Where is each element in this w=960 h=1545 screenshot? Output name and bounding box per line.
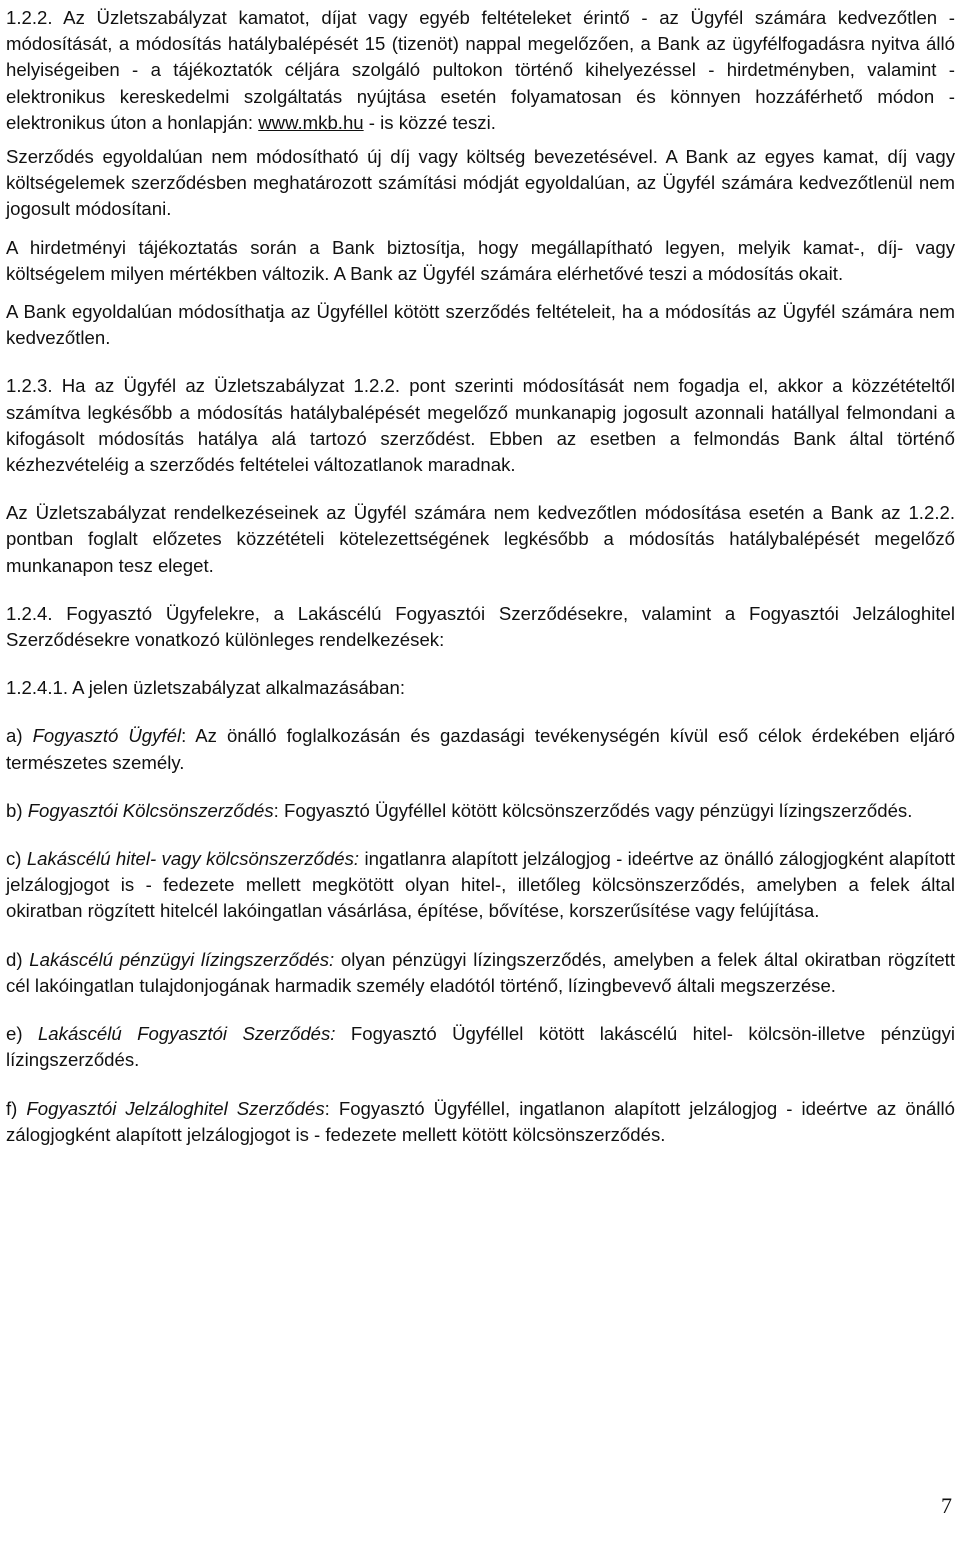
paragraph-1-2-2-tail: - is közzé teszi. — [363, 111, 496, 133]
paragraph-favorable-modification: Az Üzletszabályzat rendelkezéseinek az Ügyfél számára nem kedvezőtlen módosítása esetén a Bank az 1.2.2. pontban foglalt előzetes közzétételi kötelezettségének legkésőbb a módosítás hatálybalépését megelőző munkanapon tesz eleget. — [6, 502, 955, 576]
definition-a-text: : Az önálló foglalkozásán és gazdasági tevékenységén kívül eső célok érdekében eljáró természetes személy. — [6, 725, 955, 773]
definition-b-text: : Fogyasztó Ügyféllel kötött kölcsönszerződés vagy pénzügyi lízingszerződés. — [273, 799, 913, 821]
definition-c-term: Lakáscélú hitel- vagy kölcsönszerződés: — [26, 848, 360, 870]
document-page — [6, 5, 955, 1148]
definition-b — [6, 798, 955, 824]
definition-d-term: Lakáscélú pénzügyi lízingszerződés: — [29, 948, 335, 970]
definition-d — [6, 947, 955, 999]
paragraph-notice-info: A hirdetményi tájékoztatás során a Bank biztosítja, hogy megállapítható legyen, melyik kamat-, díj- vagy költségelem milyen mértékben változik. A Bank az Ügyfél számára elérhetővé teszi a módosítás okait. — [6, 236, 955, 284]
paragraph-1-2-2 — [6, 5, 955, 136]
definition-f — [6, 1096, 955, 1148]
definition-f-term: Fogyasztói Jelzáloghitel Szerződés — [26, 1097, 325, 1119]
definition-e-term: Lakáscélú Fogyasztói Szerződés: — [37, 1023, 336, 1045]
paragraph-1-2-4: 1.2.4. Fogyasztó Ügyfelekre, a Lakáscélú Fogyasztói Szerződésekre, valamint a Fogyasztói Jelzáloghitel Szerződésekre vonatkozó különleges rendelkezések: — [6, 602, 955, 651]
definition-d-text: olyan pénzügyi lízingszerződés, amelyben a felek által okiratban rögzített cél lakóingatlan tulajdonjogának harmadik személy eladótól történő, lízingbevevő általi megszerzése. — [6, 948, 955, 996]
definition-b-term: Fogyasztói Kölcsönszerződés — [27, 799, 274, 821]
definition-a-term: Fogyasztó Ügyfél — [32, 725, 182, 747]
definition-b-prefix: b) — [6, 799, 28, 821]
paragraph-fee-restriction: Szerződés egyoldalúan nem módosítható új díj vagy költség bevezetésével. A Bank az egyes kamat, díj vagy költségelemek szerződésben meghatározott számítási módját egyoldalúan, az Ügyfél számára kedvezőtlenül nem jogosult módosítani. — [6, 146, 955, 220]
page-number: 7 — [941, 1493, 952, 1518]
definition-e-text: Fogyasztó Ügyféllel kötött lakáscélú hitel- kölcsön-illetve pénzügyi lízingszerződés. — [6, 1023, 956, 1071]
definition-e-prefix: e) — [6, 1023, 38, 1045]
paragraph-1-2-2-text: 1.2.2. Az Üzletszabályzat kamatot, díjat vagy egyéb feltételeket érintő - az Ügyfél számára kedvezőtlen - módosítását, a módosítás hatálybalépését 15 (tizenöt) nappal megelőzően, a Bank az ügyfélfogadásra nyitva álló helyiségeiben - a tájékoztatók céljára szolgáló pultokon történő kihelyezéssel - hirdetményben, valamint - elektronikus kereskedelmi szolgáltatás nyújtása esetén folyamatosan és könnyen hozzáférhető módon - elektronikus úton a honlapján: — [6, 7, 955, 133]
definition-e — [6, 1021, 955, 1073]
paragraph-1-2-3: 1.2.3. Ha az Ügyfél az Üzletszabályzat 1.2.2. pont szerinti módosítását nem fogadja el, akkor a közzétételtől számítva legkésőbb a módosítás hatálybalépését megelőző munkanapig jogosult azonnali hatállyal felmondani a kifogásolt módosítás hatálya alá tartozó szerződést. Ebben az esetben a felmondás Bank által történő kézhezvételéig a szerződés feltételei változatlanok maradnak. — [6, 375, 955, 476]
definition-f-prefix: f) — [6, 1097, 27, 1119]
website-link[interactable]: www.mkb.hu — [258, 111, 364, 133]
definition-c-prefix: c) — [6, 848, 27, 870]
definition-a — [6, 723, 955, 775]
definition-c-text: ingatlanra alapított jelzálogjog - ideértve az önálló zálogjogként alapított jelzálogjogot is - fedezete mellett megkötött olyan hitel-, illetőleg kölcsönszerződés, amelyben a felek által okiratban rögzített hitelcél lakóingatlan vásárlása, építése, bővítése, korszerűsítése vagy felújítása. — [6, 848, 956, 922]
definition-c — [6, 846, 955, 925]
definition-f-text: : Fogyasztó Ügyféllel, ingatlanon alapított jelzálogjog - ideértve az önálló zálogjogként alapított jelzálogjogot is - fedezete mellett kötött kölcsönszerződés. — [6, 1097, 955, 1145]
definition-a-prefix: a) — [6, 725, 33, 747]
paragraph-1-2-4-1: 1.2.4.1. A jelen üzletszabályzat alkalmazásában: — [6, 677, 405, 699]
paragraph-favorable-change: A Bank egyoldalúan módosíthatja az Ügyféllel kötött szerződés feltételeit, ha a módosítás az Ügyfél számára nem kedvezőtlen. — [6, 301, 955, 349]
definition-d-prefix: d) — [6, 948, 30, 970]
